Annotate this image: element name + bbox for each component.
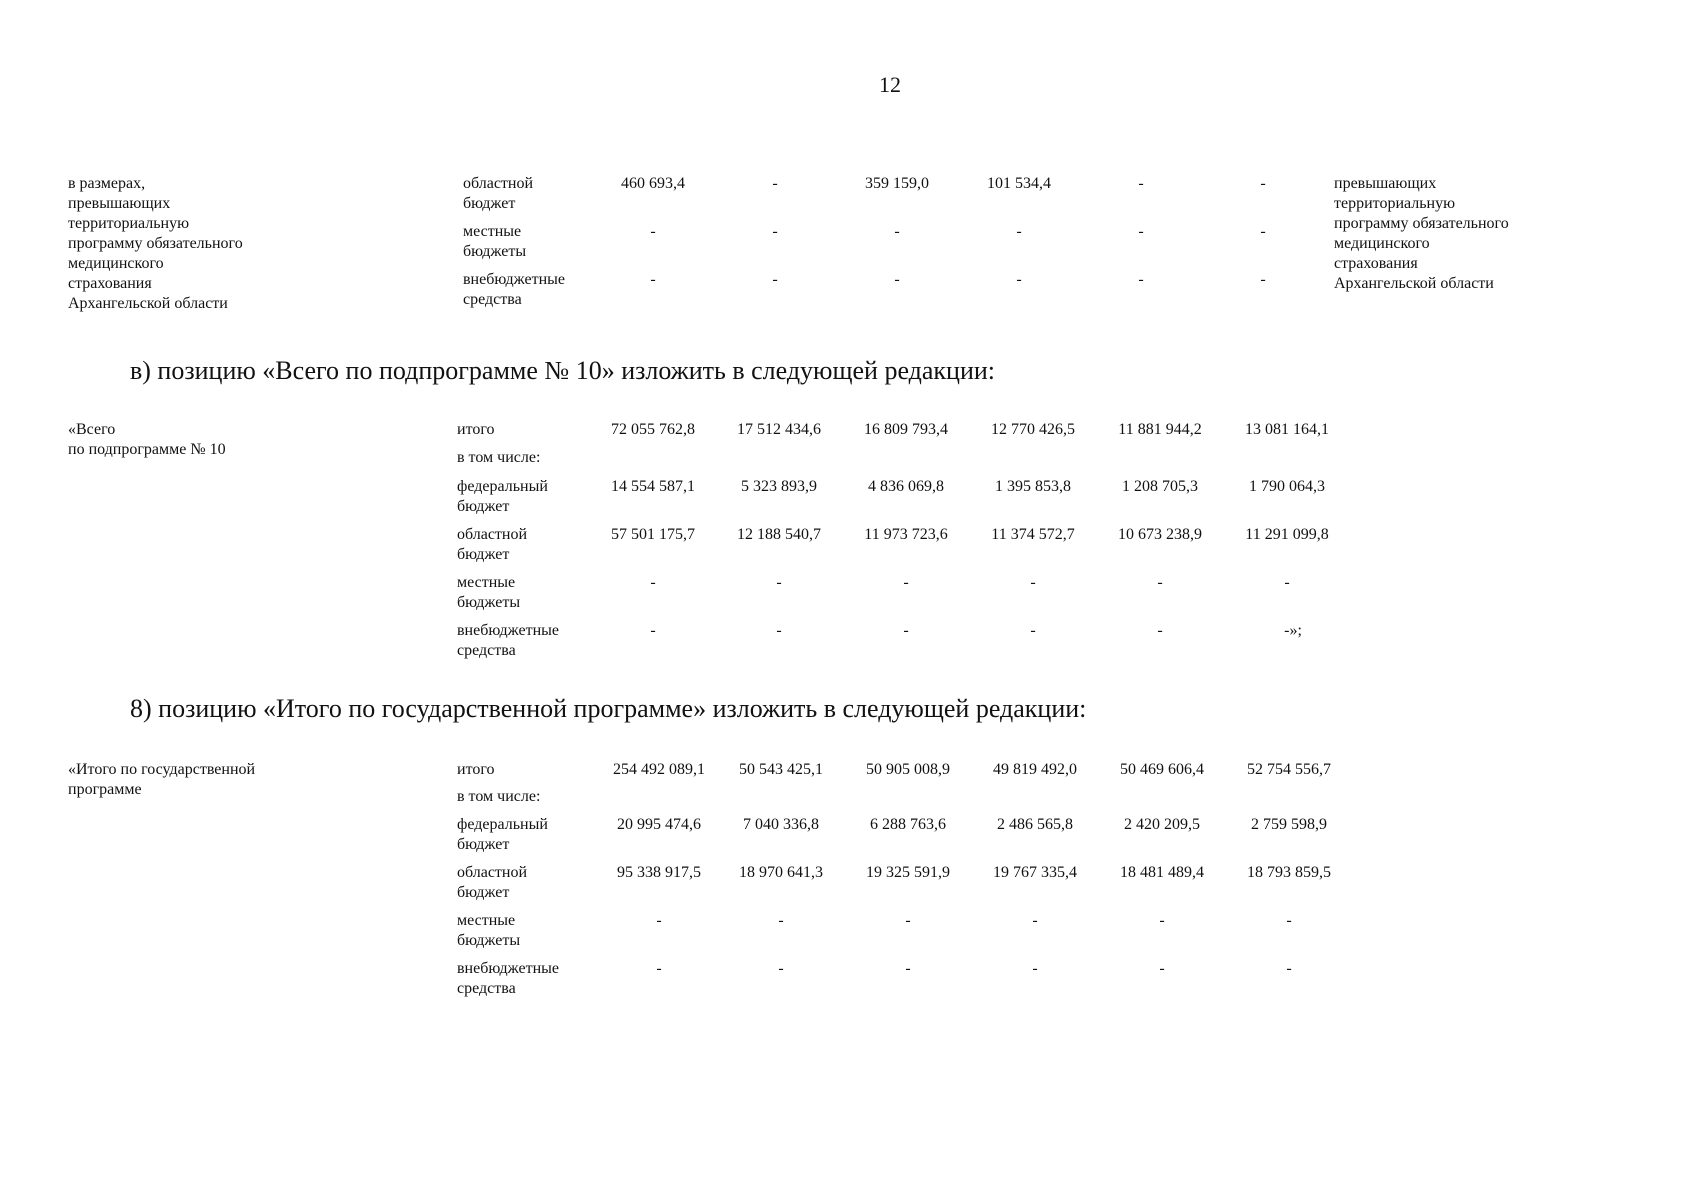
value-cell: - <box>1159 912 1165 929</box>
row-category: внебюджетные средства <box>457 960 559 997</box>
value-cell: - <box>903 574 909 591</box>
row-category: итого <box>457 421 495 438</box>
value-cell: 18 970 641,3 <box>739 864 823 881</box>
value-cell: 2 759 598,9 <box>1251 816 1327 833</box>
value-cell: 10 673 238,9 <box>1118 526 1202 543</box>
value-cell: 14 554 587,1 <box>611 478 695 495</box>
value-cell: 11 973 723,6 <box>864 526 948 543</box>
value-cell: - <box>1138 223 1144 240</box>
value-cell: 2 486 565,8 <box>997 816 1073 833</box>
value-cell: - <box>1157 574 1163 591</box>
value-cell: 4 836 069,8 <box>868 478 944 495</box>
value-cell: - <box>656 960 662 977</box>
block-left-label: «Итого по государственной программе <box>68 761 256 798</box>
value-cell: - <box>1260 271 1266 288</box>
row-category: областной бюджет <box>457 526 528 563</box>
value-cell: - <box>650 223 656 240</box>
value-cell: - <box>1032 960 1038 977</box>
value-cell: 19 767 335,4 <box>993 864 1077 881</box>
value-cell: 7 040 336,8 <box>743 816 819 833</box>
value-cell: 254 492 089,1 <box>613 761 705 778</box>
value-cell: 1 395 853,8 <box>995 478 1071 495</box>
value-cell: - <box>772 223 778 240</box>
value-cell: 1 790 064,3 <box>1249 478 1325 495</box>
value-cell: - <box>1138 271 1144 288</box>
value-cell: - <box>1032 912 1038 929</box>
value-cell: 17 512 434,6 <box>737 421 821 438</box>
value-cell: 5 323 893,9 <box>741 478 817 495</box>
value-cell: 359 159,0 <box>865 175 929 192</box>
section-heading: 8) позицию «Итого по государственной программе» изложить в следующей редакции: <box>130 694 1087 723</box>
value-cell: - <box>1138 175 1144 192</box>
value-cell: - <box>905 912 911 929</box>
value-cell: 72 055 762,8 <box>611 421 695 438</box>
row-category: в том числе: <box>457 788 541 805</box>
value-cell: -»; <box>1284 622 1302 639</box>
top-right-label: превышающих территориальную программу обязательного медицинского страхования Архангельской области <box>1334 175 1509 292</box>
value-cell: 11 291 099,8 <box>1245 526 1329 543</box>
row-category: местные бюджеты <box>463 223 527 260</box>
row-category: внебюджетные средства <box>457 622 559 659</box>
value-cell: - <box>894 271 900 288</box>
value-cell: - <box>778 912 784 929</box>
value-cell: - <box>1030 622 1036 639</box>
block-left-label: «Всего по подпрограмме № 10 <box>68 421 226 458</box>
value-cell: 101 534,4 <box>987 175 1051 192</box>
value-cell: 20 995 474,6 <box>617 816 701 833</box>
value-cell: 11 374 572,7 <box>991 526 1075 543</box>
value-cell: - <box>1016 271 1022 288</box>
value-cell: - <box>1030 574 1036 591</box>
value-cell: - <box>772 271 778 288</box>
row-category: в том числе: <box>457 449 541 466</box>
value-cell: 6 288 763,6 <box>870 816 946 833</box>
row-category: итого <box>457 761 495 778</box>
row-category: местные бюджеты <box>457 574 521 611</box>
value-cell: - <box>778 960 784 977</box>
value-cell: - <box>656 912 662 929</box>
value-cell: - <box>776 574 782 591</box>
value-cell: - <box>1159 960 1165 977</box>
section-heading: в) позицию «Всего по подпрограмме № 10» изложить в следующей редакции: <box>130 356 996 385</box>
value-cell: 50 905 008,9 <box>866 761 950 778</box>
value-cell: - <box>650 574 656 591</box>
value-cell: 18 481 489,4 <box>1120 864 1204 881</box>
value-cell: - <box>776 622 782 639</box>
value-cell: 95 338 917,5 <box>617 864 701 881</box>
row-category: внебюджетные средства <box>463 271 565 308</box>
value-cell: 50 469 606,4 <box>1120 761 1204 778</box>
value-cell: - <box>1284 574 1290 591</box>
value-cell: 52 754 556,7 <box>1247 761 1331 778</box>
value-cell: - <box>1157 622 1163 639</box>
value-cell: 12 188 540,7 <box>737 526 821 543</box>
value-cell: - <box>894 223 900 240</box>
value-cell: 16 809 793,4 <box>864 421 948 438</box>
row-category: местные бюджеты <box>457 912 521 949</box>
value-cell: - <box>650 622 656 639</box>
page-number: 12 <box>879 72 901 97</box>
value-cell: 12 770 426,5 <box>991 421 1075 438</box>
value-cell: - <box>772 175 778 192</box>
value-cell: 49 819 492,0 <box>993 761 1077 778</box>
value-cell: 18 793 859,5 <box>1247 864 1331 881</box>
value-cell: 50 543 425,1 <box>739 761 823 778</box>
row-category: областной бюджет <box>463 175 534 212</box>
value-cell: 2 420 209,5 <box>1124 816 1200 833</box>
value-cell: - <box>903 622 909 639</box>
value-cell: 19 325 591,9 <box>866 864 950 881</box>
value-cell: 57 501 175,7 <box>611 526 695 543</box>
value-cell: - <box>1016 223 1022 240</box>
row-category: федеральный бюджет <box>457 478 548 515</box>
row-category: областной бюджет <box>457 864 528 901</box>
value-cell: 13 081 164,1 <box>1245 421 1329 438</box>
value-cell: - <box>1260 223 1266 240</box>
value-cell: - <box>905 960 911 977</box>
value-cell: - <box>650 271 656 288</box>
value-cell: - <box>1260 175 1266 192</box>
value-cell: 11 881 944,2 <box>1118 421 1202 438</box>
value-cell: 460 693,4 <box>621 175 685 192</box>
value-cell: - <box>1286 960 1292 977</box>
row-category: федеральный бюджет <box>457 816 548 853</box>
value-cell: 1 208 705,3 <box>1122 478 1198 495</box>
value-cell: - <box>1286 912 1292 929</box>
top-left-label: в размерах, превышающих территориальную программу обязательного медицинского страхования Архангельской области <box>68 175 243 312</box>
